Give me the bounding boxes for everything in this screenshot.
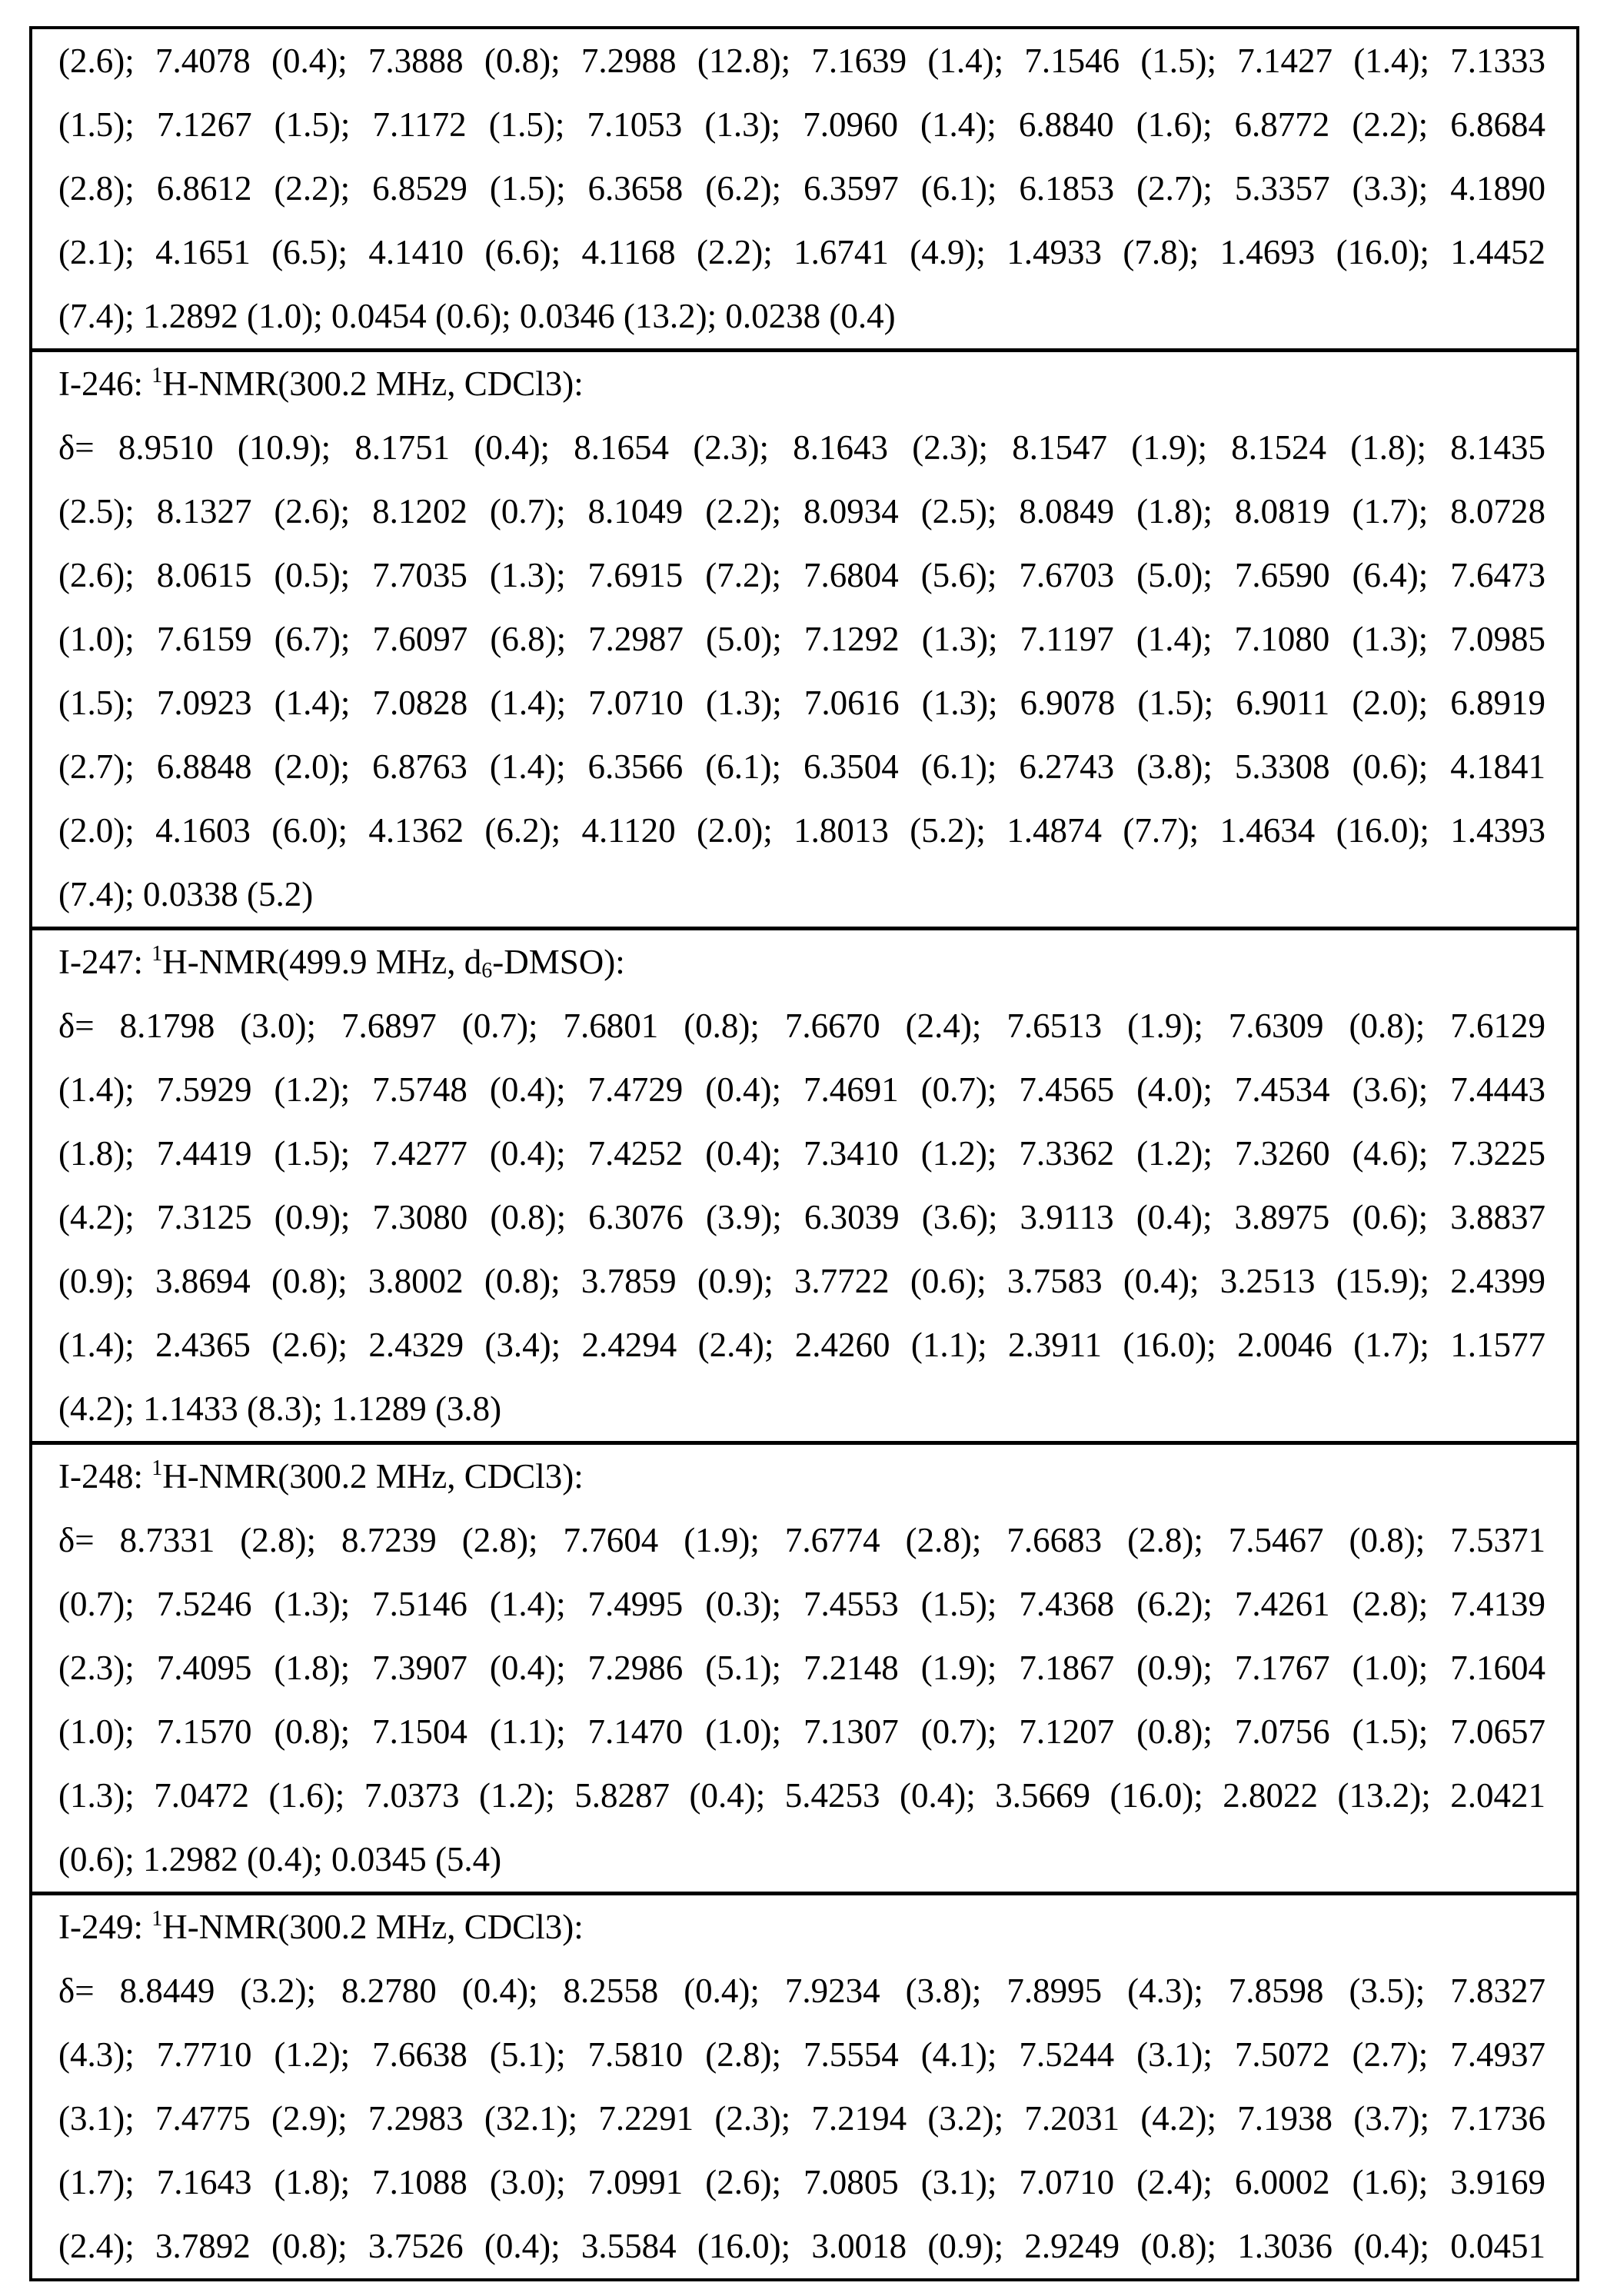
nmr-line: (2.5); 8.1327 (2.6); 8.1202 (0.7); 8.1049 (2.2); 8.0934 (2.5); 8.0849 (1.8); 8.0819 (1.7); 8.0728	[58, 492, 1545, 531]
row-header-text: H-NMR(300.2 MHz, CDCl3):	[162, 1908, 584, 1946]
nmr-line: (0.9); 3.8694 (0.8); 3.8002 (0.8); 3.7859 (0.9); 3.7722 (0.6); 3.7583 (0.4); 3.2513 (15.9); 2.4399	[58, 1262, 1545, 1300]
row-header-text: I-246:	[58, 364, 152, 403]
nmr-line: (2.1); 4.1651 (6.5); 4.1410 (6.6); 4.1168 (2.2); 1.6741 (4.9); 1.4933 (7.8); 1.4693 (16.0); 1.4452	[58, 233, 1545, 271]
table-row	[32, 1892, 1576, 2278]
nmr-line: (4.3); 7.7710 (1.2); 7.6638 (5.1); 7.5810 (2.8); 7.5554 (4.1); 7.5244 (3.1); 7.5072 (2.7); 7.4937	[58, 2035, 1545, 2074]
nmr-line: (4.2); 1.1433 (8.3); 1.1289 (3.8)	[58, 1389, 502, 1428]
row-header-text: H-NMR(499.9 MHz, d	[162, 943, 482, 981]
nmr-line: δ= 8.1798 (3.0); 7.6897 (0.7); 7.6801 (0.8); 7.6670 (2.4); 7.6513 (1.9); 7.6309 (0.8); 7.6129	[58, 1007, 1545, 1045]
row-header	[58, 1445, 1545, 1509]
nmr-line: (2.7); 6.8848 (2.0); 6.8763 (1.4); 6.3566 (6.1); 6.3504 (6.1); 6.2743 (3.8); 5.3308 (0.6); 4.1841	[58, 747, 1545, 786]
nmr-line: (1.0); 7.1570 (0.8); 7.1504 (1.1); 7.1470 (1.0); 7.1307 (0.7); 7.1207 (0.8); 7.0756 (1.5); 7.0657	[58, 1712, 1545, 1751]
row-header-text: I-248:	[58, 1457, 152, 1496]
superscript-label: 1	[151, 1906, 163, 1931]
row-header-text: I-247:	[58, 943, 152, 981]
nmr-line: (1.8); 7.4419 (1.5); 7.4277 (0.4); 7.4252 (0.4); 7.3410 (1.2); 7.3362 (1.2); 7.3260 (4.6); 7.3225	[58, 1134, 1545, 1173]
row-header	[58, 352, 1545, 416]
subscript-label: 6	[481, 959, 493, 983]
nmr-line: (1.3); 7.0472 (1.6); 7.0373 (1.2); 5.8287 (0.4); 5.4253 (0.4); 3.5669 (16.0); 2.8022 (13.2); 2.0421	[58, 1776, 1545, 1815]
nmr-line: δ= 8.8449 (3.2); 8.2780 (0.4); 8.2558 (0.4); 7.9234 (3.8); 7.8995 (4.3); 7.8598 (3.5); 7.8327	[58, 1972, 1545, 2010]
table-row	[32, 348, 1576, 927]
nmr-line: (7.4); 0.0338 (5.2)	[58, 875, 314, 913]
nmr-line: (2.0); 4.1603 (6.0); 4.1362 (6.2); 4.1120 (2.0); 1.8013 (5.2); 1.4874 (7.7); 1.4634 (16.0); 1.4393	[58, 811, 1545, 850]
row-header-text: -DMSO):	[492, 943, 625, 981]
nmr-line: (1.7); 7.1643 (1.8); 7.1088 (3.0); 7.0991 (2.6); 7.0805 (3.1); 7.0710 (2.4); 6.0002 (1.6); 3.9169	[58, 2163, 1545, 2201]
table-row	[32, 1441, 1576, 1892]
row-header	[58, 930, 1545, 994]
nmr-line: (0.7); 7.5246 (1.3); 7.5146 (1.4); 7.4995 (0.3); 7.4553 (1.5); 7.4368 (6.2); 7.4261 (2.8); 7.4139	[58, 1585, 1545, 1623]
superscript-label: 1	[151, 363, 163, 388]
nmr-line: (2.8); 6.8612 (2.2); 6.8529 (1.5); 6.3658 (6.2); 6.3597 (6.1); 6.1853 (2.7); 5.3357 (3.3); 4.1890	[58, 169, 1545, 208]
row-header-text: H-NMR(300.2 MHz, CDCl3):	[162, 364, 584, 403]
nmr-line: (1.4); 7.5929 (1.2); 7.5748 (0.4); 7.4729 (0.4); 7.4691 (0.7); 7.4565 (4.0); 7.4534 (3.6); 7.4443	[58, 1070, 1545, 1109]
nmr-line: (2.4); 3.7892 (0.8); 3.7526 (0.4); 3.5584 (16.0); 3.0018 (0.9); 2.9249 (0.8); 1.3036 (0.4); 0.0451	[58, 2227, 1545, 2265]
nmr-line: (1.5); 7.0923 (1.4); 7.0828 (1.4); 7.0710 (1.3); 7.0616 (1.3); 6.9078 (1.5); 6.9011 (2.0); 6.8919	[58, 684, 1545, 722]
superscript-label: 1	[151, 941, 163, 966]
row-header-text: I-249:	[58, 1908, 152, 1946]
nmr-line: (4.2); 7.3125 (0.9); 7.3080 (0.8); 6.3076 (3.9); 6.3039 (3.6); 3.9113 (0.4); 3.8975 (0.6); 3.8837	[58, 1198, 1545, 1236]
nmr-line: (1.4); 2.4365 (2.6); 2.4329 (3.4); 2.4294 (2.4); 2.4260 (1.1); 2.3911 (16.0); 2.0046 (1.7); 1.1577	[58, 1326, 1545, 1364]
nmr-line: δ= 8.7331 (2.8); 8.7239 (2.8); 7.7604 (1.9); 7.6774 (2.8); 7.6683 (2.8); 7.5467 (0.8); 7.5371	[58, 1521, 1545, 1559]
nmr-line: (3.1); 7.4775 (2.9); 7.2983 (32.1); 7.2291 (2.3); 7.2194 (3.2); 7.2031 (4.2); 7.1938 (3.7); 7.1736	[58, 2099, 1545, 2138]
row-header-text: H-NMR(300.2 MHz, CDCl3):	[162, 1457, 584, 1496]
nmr-line: (2.3); 7.4095 (1.8); 7.3907 (0.4); 7.2986 (5.1); 7.2148 (1.9); 7.1867 (0.9); 7.1767 (1.0); 7.1604	[58, 1649, 1545, 1687]
nmr-line: (7.4); 1.2892 (1.0); 0.0454 (0.6); 0.0346 (13.2); 0.0238 (0.4)	[58, 297, 896, 335]
superscript-label: 1	[151, 1456, 163, 1480]
nmr-line: δ= 8.9510 (10.9); 8.1751 (0.4); 8.1654 (2.3); 8.1643 (2.3); 8.1547 (1.9); 8.1524 (1.8); 8.1435	[58, 428, 1545, 467]
nmr-line: (0.6); 1.2982 (0.4); 0.0345 (5.4)	[58, 1840, 502, 1878]
nmr-line: (2.6); 7.4078 (0.4); 7.3888 (0.8); 7.2988 (12.8); 7.1639 (1.4); 7.1546 (1.5); 7.1427 (1.4); 7.1333	[58, 42, 1545, 80]
nmr-line: (2.6); 8.0615 (0.5); 7.7035 (1.3); 7.6915 (7.2); 7.6804 (5.6); 7.6703 (5.0); 7.6590 (6.4); 7.6473	[58, 556, 1545, 594]
table-row	[32, 927, 1576, 1441]
row-header	[58, 1895, 1545, 1959]
nmr-data-table	[29, 26, 1579, 2281]
nmr-line: (1.0); 7.6159 (6.7); 7.6097 (6.8); 7.2987 (5.0); 7.1292 (1.3); 7.1197 (1.4); 7.1080 (1.3); 7.0985	[58, 620, 1545, 658]
table-row	[32, 29, 1576, 348]
nmr-line: (1.5); 7.1267 (1.5); 7.1172 (1.5); 7.1053 (1.3); 7.0960 (1.4); 6.8840 (1.6); 6.8772 (2.2); 6.8684	[58, 105, 1545, 144]
